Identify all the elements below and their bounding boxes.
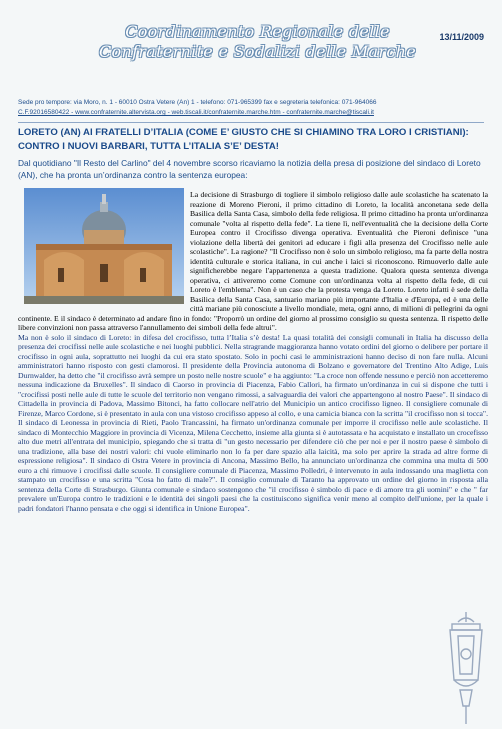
header-divider (18, 122, 484, 123)
contact-info (18, 98, 484, 118)
article-paragraph-1: La decisione di Strasburgo di togliere il simbolo religioso dalle aule scolastiche ha scatenato la reazione di Moreno Pieroni, il primo cittadino di Loreto, la località anconetana sede della Basilica della Santa Casa, simbolo della fede religiosa. Il primo cittadino ha pronta un'ordinanza comunale "volta al rispetto della fede". La tiene lì, nell'eventualità che la decisione della Corte Europea contro il Crocifisso divenga operativa. Eventualità che Pieroni definisce "una violazione della libertà dei genitori ad educare i figli alla presenza del Crocifisso nelle aule scolastiche". La ragione? "Il Crocifisso non è solo un simbolo religioso, ma fa parte della nostra identità culturale e storica italiana, in cui anche i laici si riconoscono. Rimuoverlo dalle aule significherebbe negare l'appartenenza a questa tradizione. Qualora questa sentenza divenga operativa, ci attiveremo come Comune con un'ordinanza volta al rispetto della fede, di cui Loreto è l'emblema". Non è un caso che la protesta venga da Loreto. Loreto infatti è sede della Basilica della Santa Casa, santuario mariano più importante d'Italia e d'Europa, ed è una delle città mariane più conosciute a livello mondiale, meta, ogni anno, di milioni di pellegrini da ogni continente. E il sindaco è determinato ad andare fino in fondo: "Proporrò un ordine del giorno al prossimo consiglio su questa sentenza. Il rispetto delle libere convinzioni non passa attraverso l'annullamento dei simboli della fede altrui". (18, 190, 488, 332)
lantern-ornament-icon (436, 610, 496, 725)
contact-address: Sede pro tempore: via Moro, n. 1 - 60010 Ostra Vetere (An) 1 - telefono: 071-965399 fax e segreteria telefonica: 071-964066 (18, 99, 377, 106)
document-date: 13/11/2009 (439, 32, 484, 42)
contact-web[interactable]: C.F.92016580422 - www.confraternite.altervista.org - web.tiscali.it/confraternite.marche.htm - confraternite.marche@tiscali.it (18, 109, 374, 116)
org-title: Coordinamento Regionale delle Confraternite e Sodalizi delle Marche (99, 22, 416, 61)
article-intro: Dal quotidiano "Il Resto del Carlino" del 4 novembre scorso ricaviamo la notizia della presa di posizione del sindaco di Loreto (AN), che ha pronta un’ordinanza contro la sentenza europea: (18, 158, 481, 180)
photo-spacer (18, 190, 190, 310)
article-headline: LORETO (AN) AI FRATELLI D’ITALIA (COME E’ GIUSTO CHE SI CHIAMINO TRA LORO I CRISTIANI): CONTRO I NUOVI BARBARI, TUTTA L’ITALIA S’E’ DESTA! (18, 127, 469, 152)
article-body (18, 190, 488, 513)
article-paragraph-2: Ma non è solo il sindaco di Loreto: in difesa del crocifisso, tutta l’Italia s’è desta! La quasi totalità dei consigli comunali in Italia ha discusso della presenza dei crocifissi nelle aule scolastiche e nei luoghi pubblici. Nella stragrande maggioranza hanno votato ordini del giorno o delibere per portare il crocifisso in ogni aula, soprattutto nei luoghi da cui era stato spostato. Solo in pochi casi le amministrazioni hanno deciso di non fare nulla. Alcuni amministratori hanno risposto con gesti clamorosi. Il presidente della Provincia autonoma di Bolzano e governatore del Trentino Alto Adige, Luis Durnwalder, ha detto che "il crocifisso avrà sempre un posto nelle nostre scuole" e ha aggiunto: "La croce non offende nessuno e perciò non accetteremo nessuna indicazione da Bruxelles". Il sindaco di Caorso in provincia di Piacenza, Fabio Callori, ha firmato un'ordinanza in cui si dispone che tutti i "crocifissi posti nelle aule di tutte le scuole del territorio non vengano rimossi, a salvaguardia dei valori che appartengono al nostro Paese". Il sindaco di Cittadella in provincia di Padova, Massimo Bitonci, ha fatto collocare nell'atrio del Municipio un antico crocifisso ligneo. Il consigliere comunale di Firenze, Marco Cordone, si è presentato in aula con una vistoso crocifisso appeso al collo, e una camicia bianca con la scritta "il crocifisso non si tocca". Il sindaco di Leonessa in provincia di Rieti, Paolo Trancassini, ha firmato un'ordinanza comunale per imporre il crocifisso nelle aule scolastiche. Il sindaco di Montecchio Maggiore in provincia di Vicenza, Milena Cecchetto, insieme alla giunta si è autotassata e ha acquistato e installato un crocefisso alto due metri all'entrata del municipio, spiegando che si tratta di "un gesto necessario per difendere ciò che per noi e per il nostro paese è simbolo di una tradizione, alla base dei nostri valori: chi vuole eliminarlo non lo fa per dare spazio alla laicità, ma solo per aprire la strada ad altre forme di espressione religiosa". Il sindaco di Ostra Vetere in provincia di Ancona, Massimo Bello, ha annunciato un'ordinanza che commina una multa di 500 euro a chi rimuove i crocifissi dalle scuole. Il consigliere comunale di Piacenza, Massimo Polledri, è intervenuto in aula indossando una maglietta con stampato un crocifisso e una scritta "Cosa ho fatto di male?". Il consiglio comunale di Taranto ha approvato un ordine del giorno in risposta alla sentenza della Corte di Strasburgo. Giunta comunale e sindaco sostengono che "il crocifisso è simbolo di pace e di amore tra gli uomini" e che " far prevalere un'Europa contro le tradizioni e le identità dei singoli paesi che la costituiscono significa venir meno al compito dell'unione, per la quale i padri fondatori l'hanno pensata e che oggi si identifica in Unione Europea". (18, 332, 488, 513)
